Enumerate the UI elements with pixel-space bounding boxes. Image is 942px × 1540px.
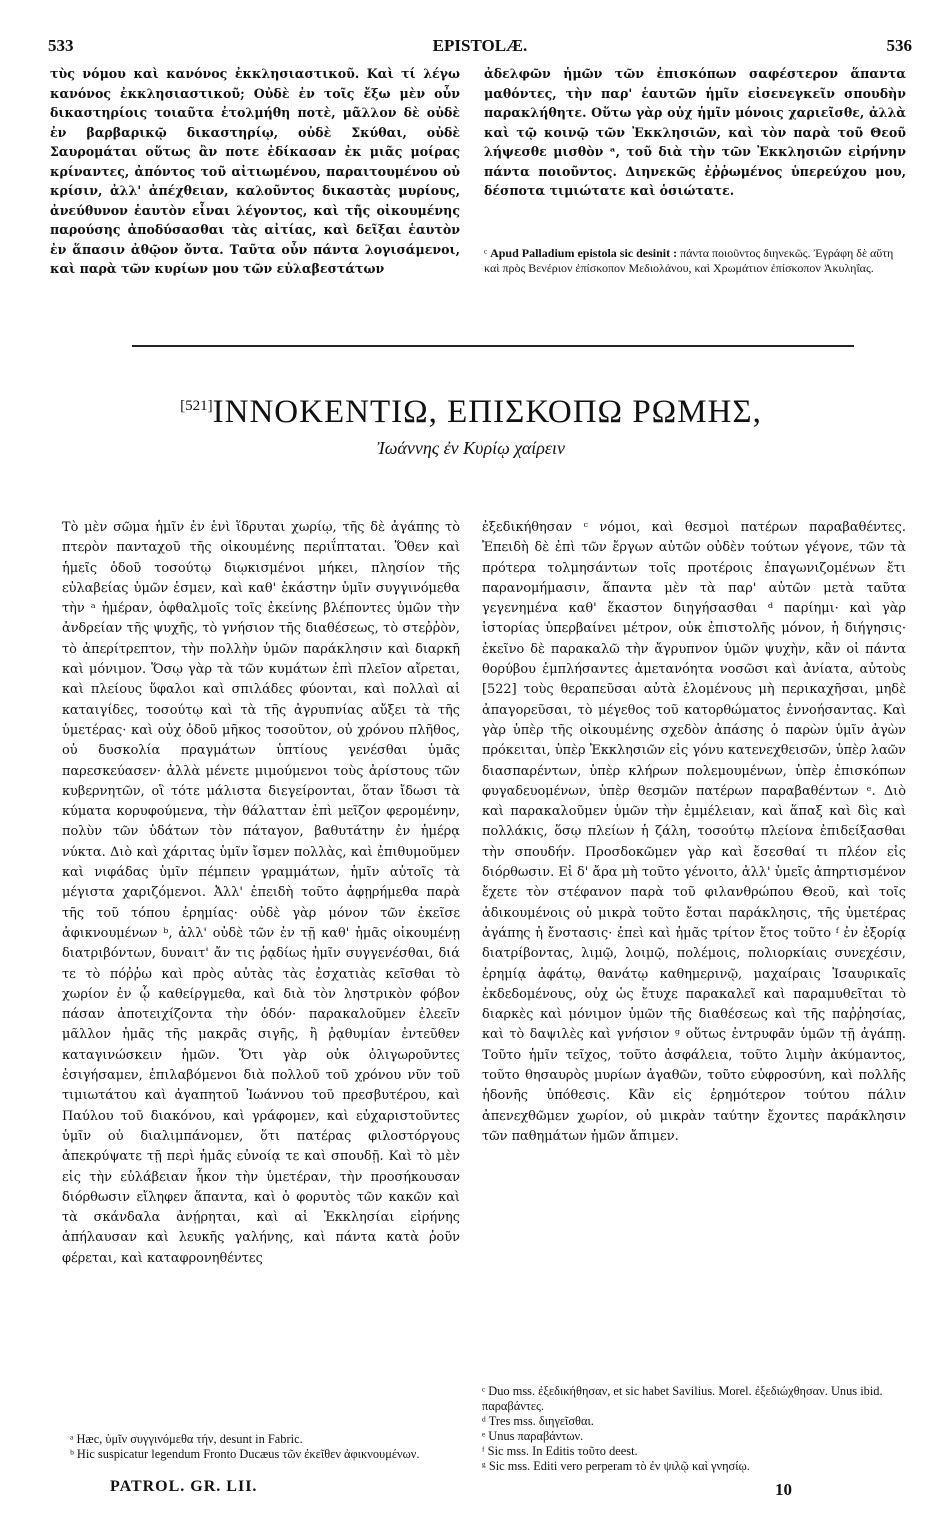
footnote-d: ᵈ Tres mss. διηγεῖσθαι. [482,1414,594,1428]
footnote-e: ᵉ Unus παραβάντων. [482,1429,584,1443]
top-left-column: τὺς νόμου καὶ κανόνος ἐκκλησιαστικοῦ. Καὶ τί λέγω κανόνος ἐκκλησιαστικοῦ; Οὐδὲ ἐν τοῖς ἔξω μὲν οὖν δικαστηρίοις τοιαῦτα ἐτολμήθη ποτὲ, μᾶλλον δὲ οὐδὲ ἐν βαρβαρικῷ δικαστηρίῳ, οὐδὲ Σκύθαι, οὐδὲ Σαυρομάται οὕτως ἂν ποτε ἐδίκασαν ἐκ μιᾶς μοίρας κρίναντες, ἀπόντος τοῦ αἰτιωμένου, παραιτουμένου οὐ κρίσιν, ἀλλ' ἀπέχθειαν, καλοῦντος δικαστὰς μυρίους, ἀνεύθυνον ἑαυτὸν εἶναι λέγοντος, καὶ τῆς οἰκουμένης παρούσης ἀποδύσασθαι τὰς αἰτίας, καὶ δεῖξαι ἑαυτὸν ἐν ἅπασιν ἀθῷον ὄντα. Ταῦτα οὖν πάντα λογισάμενοι, καὶ παρὰ τῶν κυρίων μου τῶν εὐλαβεστάτων [50,66,460,276]
body-right-column: ἐξεδικήθησαν ᶜ νόμοι, καὶ θεσμοὶ πατέρων παραβαθέντες. Ἐπειδὴ δὲ ἐπὶ τῶν ἔργων αὐτῶν οὐδὲν τούτων γέγονε, τῶν τὰ πρότερα τολμησάντων τοῖς προτέροις ἐπαγωνιζομένων ἔτι παρανομήμασιν, ἅπαντα μὲν τὰ παρ' αὐτῶν μετὰ ταῦτα γεγενημένα καθ' ἕκαστον διηγήσασθαι ᵈ παρίημι· καὶ γὰρ ἱστορίας ὑπερβαίνει μέτρον, οὐκ ἐπιστολῆς μόνον, ἡ διήγησις· ἐκεῖνο δὲ παρακαλῶ τὴν ἄγρυπνον ὑμῶν ψυχὴν, κἂν οἱ πάντα θορύβου ἐμπλήσαντες ἀμετανόητα νοσῶσι καὶ ἀνίατα, αὐτοὺς [522] τοὺς θεραπεῦσαι αὐτὰ ἑλομένους μὴ περικαχῆσαι, μηδὲ ἀπαγορεῦσαι, τὸ μέγεθος τοῦ κατορθώματος ἐννοήσαντας. Καὶ γὰρ ὑπὲρ τῆς οἰκουμένης σχεδὸν ἁπάσης ὁ παρὼν ὑμῖν ἀγὼν πρόκειται, ὑπὲρ Ἐκκλησιῶν εἰς γόνυ κατενεχθεισῶν, ὑπὲρ λαῶν διασπαρέντων, ὑπὲρ κλήρων πολεμουμένων, ὑπὲρ ἐπισκόπων φυγαδευομένων, ὑπὲρ θεσμῶν πατέρων παραβαθέντων ᵉ. Διὸ καὶ παρακαλοῦμεν ὑμῶν τὴν ἐμμέλειαν, καὶ ἅπαξ καὶ δὶς καὶ πολλάκις, ὅσῳ πλείων ἡ ζάλη, τοσούτῳ πλείονα ἐπιδείξασθαι τὴν σπουδήν. Προσδοκῶμεν γὰρ καὶ ἔσεσθαί τι πλέον εἰς διόρθωσιν. Εἰ δ' ἄρα μὴ τοῦτο γένοιτο, ἀλλ' ὑμεῖς ἀπηρτισμένον ἔχετε τὸν στέφανον παρὰ τοῦ φιλανθρώπου Θεοῦ, καὶ τοῖς ἀδικουμένοις οὐ μικρὰ τοῦτο ἔσται παράκλησις, τῆς ὑμετέρας ἀγάπης ἡ ἔνστασις· ἐπεὶ καὶ ἡμᾶς τρίτον ἔτος τοῦτο ᶠ ἐν ἐξορίᾳ διατρίβοντας, λιμῷ, λοιμῷ, πολέμοις, πολιορκίαις συνεχέσιν, ἐρημίᾳ ἀφάτῳ, θανάτῳ καθημερινῷ, μαχαίραις Ἰσαυρικαῖς ἐκδεδομένους, οὐχ ὡς ἔτυχε παρακαλεῖ καὶ παραμυθεῖται τὸ διαρκὲς καὶ μόνιμον ὑμῶν τῆς διαθέσεως καὶ τῆς παῤῥησίας, καὶ τὸ δαψιλὲς καὶ γνήσιον ᵍ οὕτως ἐντρυφᾶν ὑμῶν τῇ ἀγάπῃ. Τοῦτο ἡμῖν τεῖχος, τοῦτο ἀσφάλεια, τοῦτο λιμὴν ἀκύμαντος, τοῦτο θησαυρὸς μυρίων ἀγαθῶν, τοῦτο εὐφροσύνη, καὶ πολλῆς ἡδονῆς ὑπόθεσις. Κἂν εἰς ἐρημότερον τούτου πάλιν ἀπενεχθῶμεν χωρίον, οὐ μικρὰν ταύτην ἔχοντες παράκλησιν τῶν παθημάτων ἡμῶν ἄπιμεν. [482,520,906,1144]
body-left-column: Τὸ μὲν σῶμα ἡμῖν ἐν ἑνὶ ἵδρυται χωρίῳ, τῆς δὲ ἀγάπης τὸ πτερὸν πανταχοῦ τῆς οἰκουμένης περιΐπταται. Ὅθεν καὶ ἡμεῖς ὁδοῦ τοσούτῳ διῳκισμένοι μήκει, πλησίον τῆς εὐλαβείας ὑμῶν ἐσμεν, καὶ καθ' ἑκάστην ὑμῖν συγγινόμεθα τὴν ᵃ ἡμέραν, ὀφθαλμοῖς τοῖς ἐκείνης βλέποντες ὑμῶν τὴν ἀνδρείαν τῆς ψυχῆς, τὸ γνήσιον τῆς διαθέσεως, τὸ στεῤῥὸν, τὸ ἀπερίτρεπτον, τὴν πολλὴν ὑμῶν παράκλησιν καὶ διαρκῆ καὶ μόνιμον. Ὅσῳ γὰρ τὰ τῶν κυμάτων ἐπὶ πλεῖον αἴρεται, καὶ πλείους ὕφαλοι καὶ σπιλάδες φύονται, καὶ πολλαὶ αἱ καταιγίδες, τοσούτῳ καὶ τὰ τῆς ἀγρυπνίας αὔξει τὰ τῆς ὑμετέρας· καὶ οὐχ ὁδοῦ μῆκος τοσοῦτον, οὐ χρόνου πλῆθος, οὐ δυσκολία πραγμάτων ὑπτίους γενέσθαι ὑμᾶς παρεσκεύασεν· ἀλλὰ μένετε μιμούμενοι τοὺς ἀρίστους τῶν κυβερνητῶν, οἳ τότε μάλιστα διεγείρονται, ὅταν ἴδωσι τὰ κύματα κορυφούμενα, τὴν θάλατταν ἐπὶ μεῖζον φερομένην, πολὺν τῶν ὑδάτων τὸν πάταγον, βαθυτάτην ἐν ἡμέρᾳ νύκτα. Διὸ καὶ χάριτας ὑμῖν ἴσμεν πολλὰς, καὶ ἐπιθυμοῦμεν καὶ νιφάδας ὑμῖν πέμπειν γραμμάτων, ἡμῖν αὐτοῖς τὰ μέγιστα χαριζόμενοι. Ἀλλ' ἐπειδὴ τοῦτο ἀφῃρήμεθα παρὰ τῆς τοῦ τόπου ἐρημίας· οὐδὲ γὰρ μόνον τῶν ἐκεῖσε ἀφικνουμένων ᵇ, ἀλλ' οὐδὲ τῶν ἐν τῇ καθ' ἡμᾶς οἰκουμένῃ διατριβόντων, δυναιτ' ἄν τις ῥᾳδίως ἡμῖν συγγενέσθαι, διά τε τὸ πόῤῥω καὶ πρὸς αὐτὰς τὰς ἐσχατιὰς κεῖσθαι τὸ χωρίον ἐν ᾧ καθείργμεθα, καὶ διὰ τὸν ληστρικὸν φόβον πάσαν ἀποτειχίζοντα τὴν ὁδόν· παρακαλοῦμεν ἐλεεῖν μᾶλλον ἡμᾶς τῆς μακρᾶς σιγῆς, ἢ ῥᾳθυμίαν ἐντεῦθεν καταγινώσκειν ἡμῶν. Ὅτι γὰρ οὐκ ὀλιγωροῦντες ἐσιγήσαμεν, ἐπιλαβόμενοι διὰ πολλοῦ τοῦ χρόνου νῦν τοῦ τιμιωτάτου καὶ ἀγαπητοῦ Ἰωάννου τοῦ πρεσβυτέρου, καὶ Παύλου τοῦ διακόνου, καὶ γράφομεν, καὶ εὐχαριστοῦντες ὑμῖν οὐ διαλιμπάνομεν, ὅτι πατέρας φιλοστόργους ἀπεκρύψατε τῇ περὶ ἡμᾶς εὐνοίᾳ τε καὶ σπουδῇ. Καὶ τὸ μὲν εἰς τὴν εὐλάβειαν ἧκον τὴν ὑμετέραν, τὴν προσήκουσαν διόρθωσιν εἴληφεν ἅπαντα, καὶ ὁ φορυτὸς τῶν κακῶν καὶ τὰ σκάνδαλα ἀνῄρηται, καὶ αἱ Ἐκκλησίαι εἰρήνης ἀπήλαυσαν καὶ λευκῆς γαλήνης, καὶ πάντα κατὰ ῥοῦν φέρεται, καὶ καταφρονηθέντες [62,520,460,1266]
letter-salutation: Ἰωάννης ἐν Κυρίῳ χαίρειν [376,438,566,458]
letter-title [0,386,942,432]
footnote-g: ᵍ Sic mss. Editi vero perperam τὸ ἐν ψιλῷ καὶ γνησίῳ. [482,1459,750,1473]
page-marker: [521] [180,398,213,414]
footnote-c: ᶜ Duo mss. ἐξεδικήθησαν, et sic habet Savilius. Morel. ἐξεδιώχθησαν. Unus ibid. παραβάντες. [482,1384,883,1413]
footnote-f: ᶠ Sic mss. In Editis τοῦτο deest. [482,1444,638,1458]
header-left-page-number: 533 [48,36,74,55]
top-footnote-lead: Apud Palladium epistola sic desinit : [490,246,678,260]
top-footnote-mark: ᶜ [484,246,488,260]
header-title: EPISTOLÆ. [432,36,528,55]
footer-signature: PATROL. GR. LII. [110,1478,258,1495]
top-footnote-text: πάντα ποιοῦντος διηνεκῶς. Ἐγράφη δὲ αὕτη καὶ πρὸς Βενέριον ἐπίσκοπον Μεδιολάνου, καὶ Χρωμάτιον ἐπίσκοπον Ἀκυληΐας. [484,246,894,275]
footnote-b: ᵇ Hic suspicatur legendum Fronto Ducæus τῶν ἐκεῖθεν ἀφικνουμένων. [70,1447,420,1461]
top-right-column: ἀδελφῶν ἡμῶν τῶν ἐπισκόπων σαφέστερον ἅπαντα μαθόντες, τὴν παρ' ἑαυτῶν ἡμῖν εἰσενεγκεῖν σπουδὴν παρακλήθητε. Οὕτω γὰρ οὐχ ἡμῖν μόνοις χαριεῖσθε, ἀλλὰ καὶ τῷ κοινῷ τῶν Ἐκκλησιῶν, καὶ τὸν παρὰ τοῦ Θεοῦ λήψεσθε μισθὸν ᵃ, τοῦ διὰ τὴν τῶν Ἐκκλησιῶν εἰρήνην πάντα ποιοῦντος. Διηνεκῶς ἐῤῥωμένος ὑπερεύχου μου, δέσποτα τιμιώτατε καὶ ὁσιώτατε. [484,66,906,198]
running-header [48,36,912,58]
letter-title-text: ΙΝΝΟΚΕΝΤΙΩ, ΕΠΙΣΚΟΠΩ ΡΩΜΗΣ, [212,394,762,430]
footnotes-left [70,1432,460,1472]
footnote-a: ᵃ Hæc, ὑμῖν συγγινόμεθα τήν, desunt in Fabric. [70,1432,303,1446]
header-right-page-number: 536 [886,36,912,55]
footer-folio: 10 [775,1480,792,1499]
top-footnote [484,246,906,306]
footnotes-right [482,1384,906,1476]
section-divider [132,345,854,347]
